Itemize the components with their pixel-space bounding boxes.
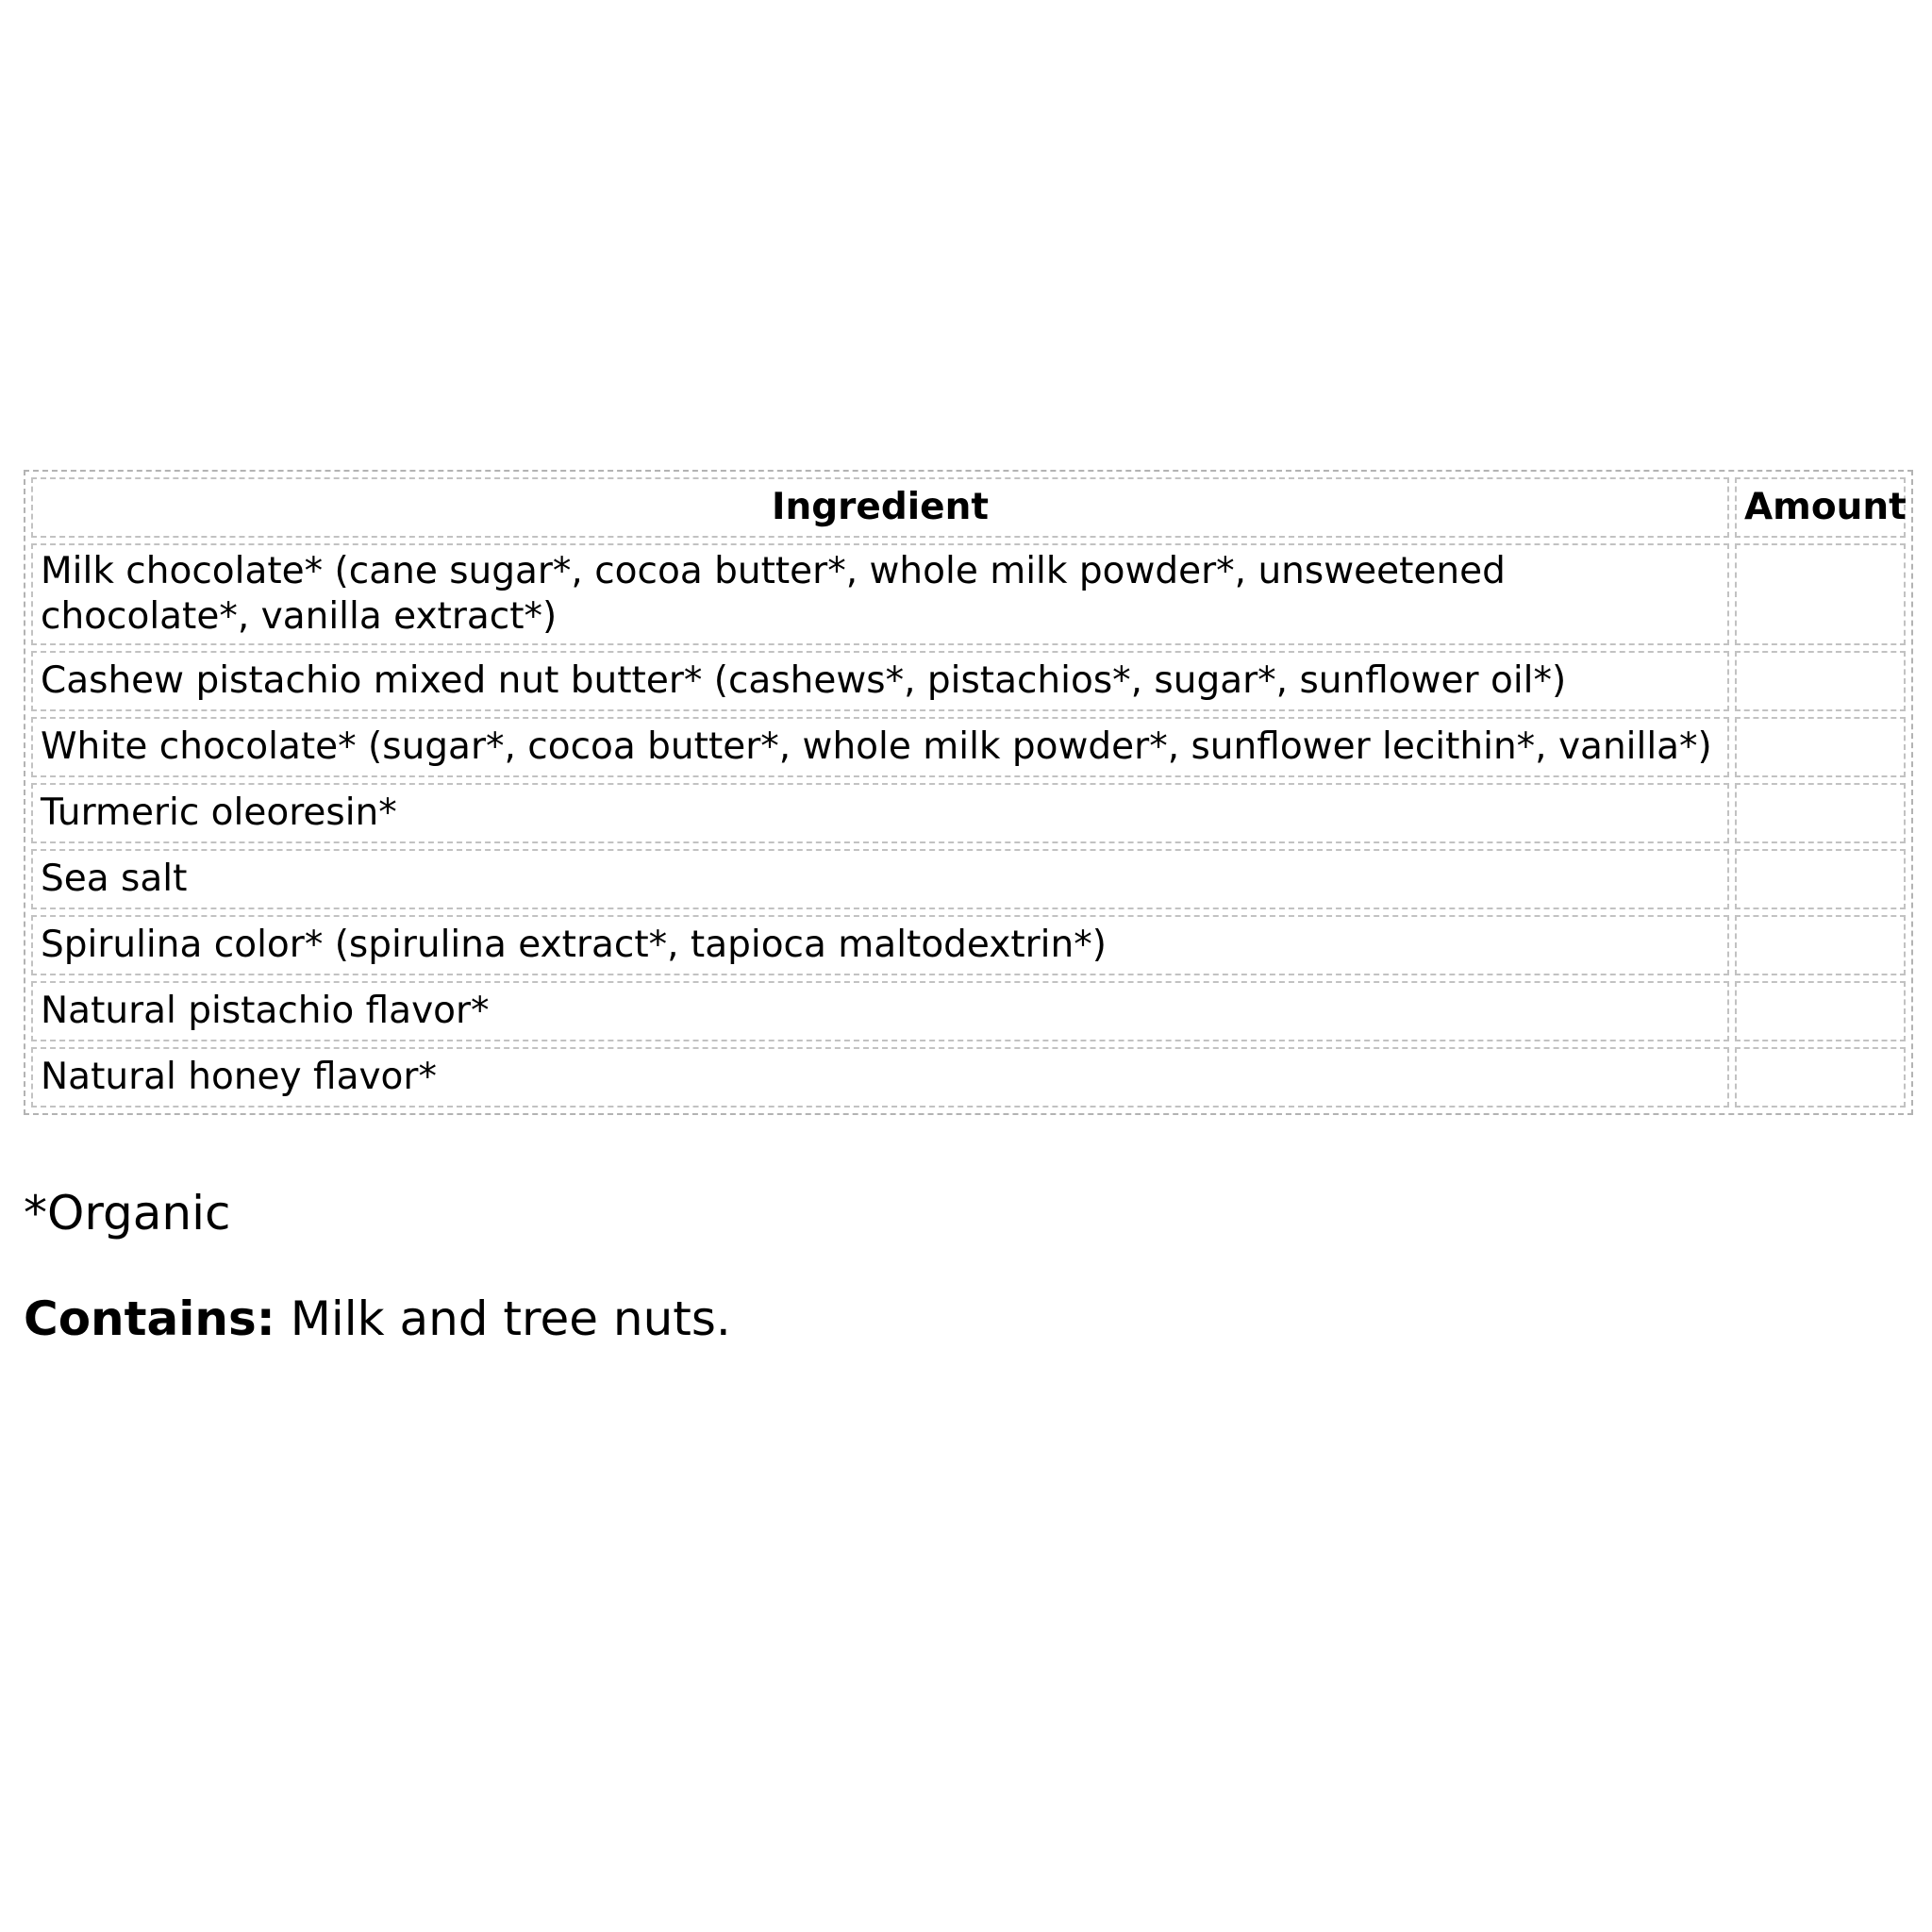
ingredient-cell: Cashew pistachio mixed nut butter* (cashews*, pistachios*, sugar*, sunflower oil*) xyxy=(31,651,1729,711)
amount-cell xyxy=(1735,1047,1906,1108)
table-row xyxy=(31,651,1906,711)
amount-cell xyxy=(1735,651,1906,711)
amount-cell xyxy=(1735,915,1906,975)
ingredient-cell: Natural pistachio flavor* xyxy=(31,981,1729,1041)
amount-cell xyxy=(1735,783,1906,843)
amount-cell xyxy=(1735,981,1906,1041)
ingredient-cell: Natural honey flavor* xyxy=(31,1047,1729,1108)
allergen-statement xyxy=(24,1291,731,1347)
allergen-text: Milk and tree nuts. xyxy=(290,1291,731,1346)
table-header-row xyxy=(31,477,1906,538)
ingredients-table xyxy=(24,470,1913,1115)
table-row xyxy=(31,543,1906,645)
amount-column-header: Amount xyxy=(1735,477,1906,538)
amount-cell xyxy=(1735,849,1906,909)
allergen-label: Contains: xyxy=(24,1291,275,1346)
table-row xyxy=(31,783,1906,843)
table-row xyxy=(31,849,1906,909)
table-row xyxy=(31,981,1906,1041)
ingredient-cell: Sea salt xyxy=(31,849,1729,909)
ingredient-cell: Milk chocolate* (cane sugar*, cocoa butter*, whole milk powder*, unsweetened chocolate*, vanilla extract*) xyxy=(31,543,1729,645)
organic-footnote: *Organic xyxy=(24,1186,231,1241)
table-row xyxy=(31,717,1906,777)
ingredient-column-header: Ingredient xyxy=(31,477,1729,538)
ingredient-cell: Spirulina color* (spirulina extract*, tapioca maltodextrin*) xyxy=(31,915,1729,975)
table-row xyxy=(31,1047,1906,1108)
table-row xyxy=(31,915,1906,975)
ingredient-cell: Turmeric oleoresin* xyxy=(31,783,1729,843)
amount-cell xyxy=(1735,543,1906,645)
amount-cell xyxy=(1735,717,1906,777)
ingredient-cell: White chocolate* (sugar*, cocoa butter*, whole milk powder*, sunflower lecithin*, vanilla*) xyxy=(31,717,1729,777)
